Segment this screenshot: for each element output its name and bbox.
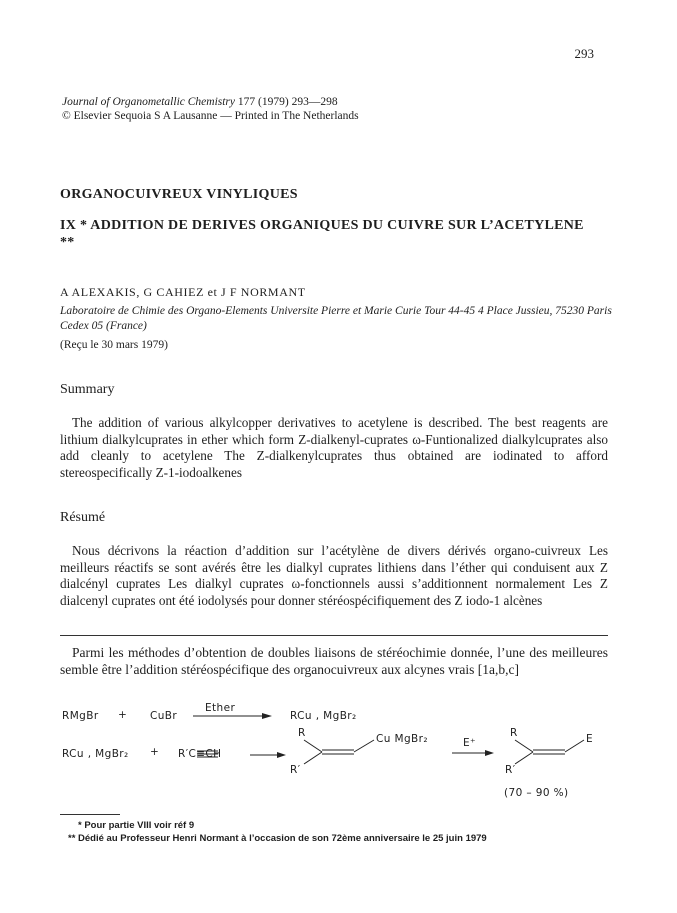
scheme-product-rcu: RCu , MgBr₂: [290, 710, 357, 722]
resume-text: Nous décrivons la réaction d’addition sur l’acétylène de divers dérivés organo-cuivreux Les meilleurs réactifs se sont avérés être les dialkyl cuprates lithiens dans l’éther qui conduisent aux Z dialcényl cuprates Les dialkyl cuprates ω-fonctionnels aussi s’additionnent normalement Les Z dialcenyl cuprates ont été iodolysés pour donner stéréospécifiquement des Z iodo-1 alcènes: [60, 543, 608, 608]
arrow-3: [452, 750, 494, 756]
scheme-plus-1: +: [118, 709, 128, 721]
scheme-int-rprime: R′: [290, 764, 301, 776]
journal-name: Journal of Organometallic Chemistry: [62, 96, 236, 108]
footnote-divider: [60, 814, 120, 815]
scheme-plus-2: +: [150, 746, 160, 758]
scheme-reactant-rmgbr: RMgBr: [62, 710, 99, 722]
triple-bond: [197, 751, 218, 757]
authors: A ALEXAKIS, G CAHIEZ et J F NORMANT: [60, 285, 306, 299]
footnote-2: ** Dédié au Professeur Henri Normant à l’occasion de son 72ème anniversaire le 25 juin 1979: [68, 833, 487, 844]
intermediate-structure: [304, 740, 374, 764]
arrow-2: [250, 752, 286, 758]
footnote-1: * Pour partie VIII voir réf 9: [78, 820, 195, 831]
article-title: IX * ADDITION DE DERIVES ORGANIQUES DU CUIVRE SUR L’ACETYLENE **: [60, 218, 584, 250]
scheme-reactant-rcu: RCu , MgBr₂: [62, 748, 129, 760]
scheme-yield: (70 – 90 %): [504, 787, 569, 799]
received-date: (Reçu le 30 mars 1979): [60, 339, 168, 351]
scheme-condition-ether: Ether: [205, 702, 236, 714]
scheme-electrophile: E⁺: [463, 737, 476, 749]
resume-heading: Résumé: [60, 510, 106, 525]
summary-heading: Summary: [60, 382, 115, 397]
intro-text: Parmi les méthodes d’obtention de doubles liaisons de stéréochimie donnée, l’une des meilleures semble être l’addition stéréospécifique des organocuivreux aux alcynes vrais [1a,b,c]: [60, 645, 608, 677]
product-structure: [515, 740, 584, 764]
summary-text: The addition of various alkylcopper derivatives to acetylene is described. The best reagents are lithium dialkylcuprates in ether which form Z-dialkenyl-cuprates ω-Funtionalized dialkylcuprates also add cleanly to acetylene The Z-dialkenylcuprates thus obtained are iodinated to afford stereospecifically Z-1-iodoalkenes: [60, 415, 608, 480]
scheme-int-r: R: [298, 727, 306, 739]
arrow-1: [193, 713, 272, 719]
scheme-reactant-cubr: CuBr: [150, 710, 178, 722]
scheme-reactant-alkyne: R′C≡CH: [178, 748, 222, 760]
affiliation: Laboratoire de Chimie des Organo-Elements Universite Pierre et Marie Curie Tour 44-45 4 Place Jussieu, 75230 Paris Cedex 05 (France): [60, 305, 612, 332]
scheme-prod-rprime: R′: [505, 764, 516, 776]
scheme-prod-e: E: [586, 733, 594, 745]
journal-volume: 177 (1979) 293—298: [237, 96, 338, 108]
scheme-prod-r: R: [510, 727, 518, 739]
series-title: ORGANOCUIVREUX VINYLIQUES: [60, 187, 298, 202]
journal-line-2: © Elsevier Sequoia S A Lausanne — Printed in The Netherlands: [62, 110, 359, 122]
scheme-int-cu: Cu MgBr₂: [376, 733, 428, 745]
page-number: 293: [574, 46, 594, 61]
